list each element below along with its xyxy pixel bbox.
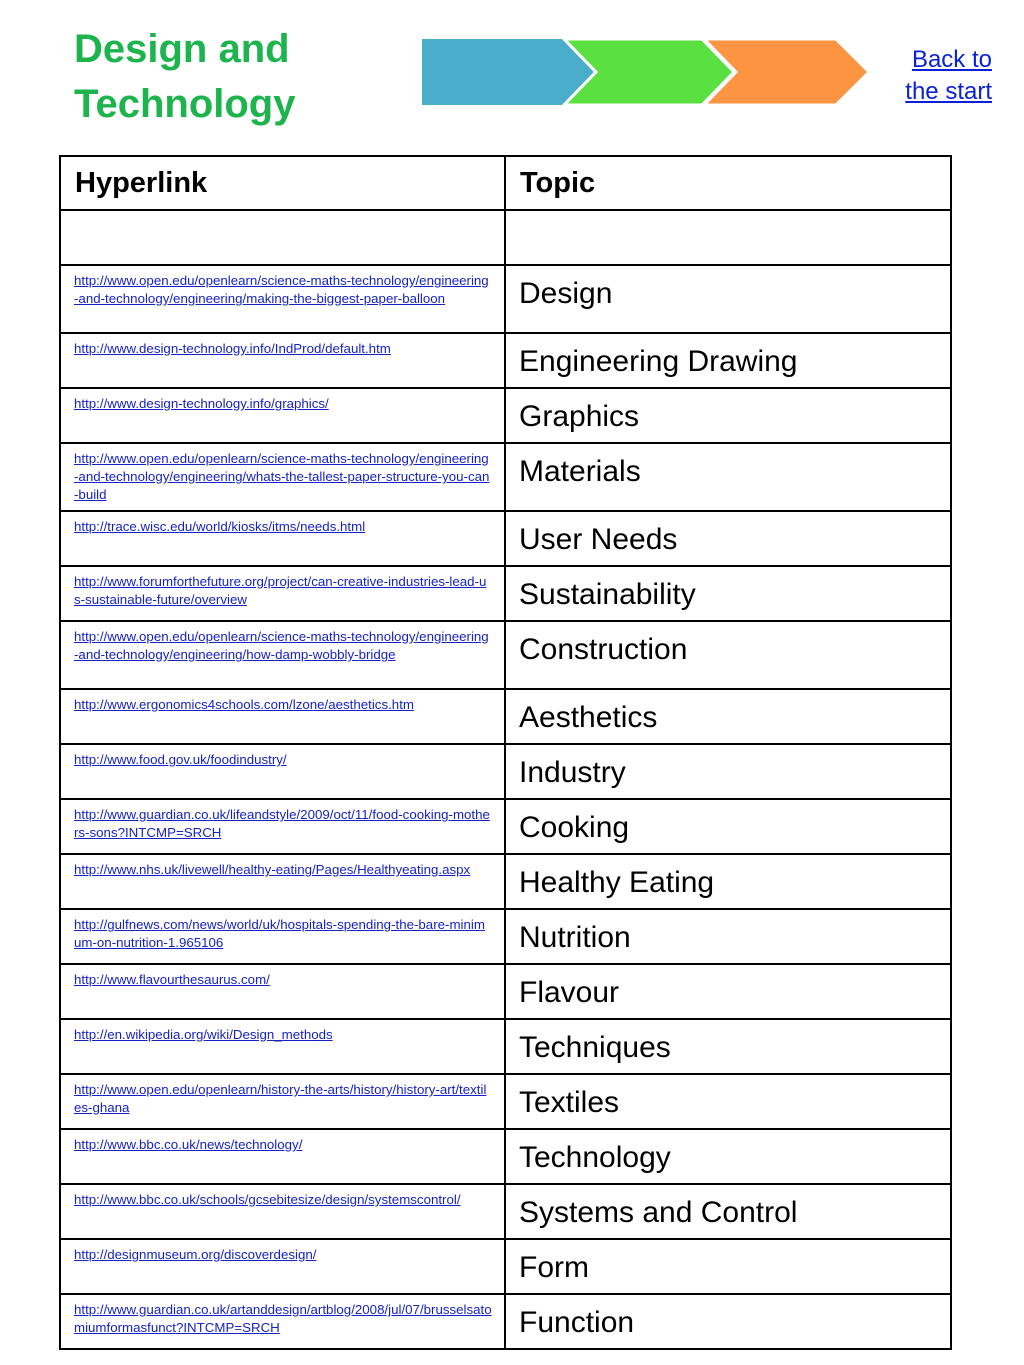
topic-cell: Industry [505,744,951,799]
table-row [60,333,951,388]
hyperlink[interactable]: http://gulfnews.com/news/world/uk/hospitals-spending-the-bare-minimum-on-nutrition-1.965106 [74,917,485,950]
table-row [60,566,951,621]
hyperlink[interactable]: http://designmuseum.org/discoverdesign/ [74,1247,317,1262]
url-cell [60,333,505,388]
topic-cell: Design [505,265,951,333]
arrow-step-1 [422,39,594,105]
url-cell [60,511,505,566]
topic-cell: Cooking [505,799,951,854]
table-row [60,689,951,744]
table-row [60,1129,951,1184]
url-cell [60,854,505,909]
hyperlink[interactable]: http://www.bbc.co.uk/schools/gcsebitesize/design/systemscontrol/ [74,1192,461,1207]
topic-cell: Techniques [505,1019,951,1074]
hyperlink[interactable]: http://www.ergonomics4schools.com/lzone/aesthetics.htm [74,697,414,712]
hyperlink[interactable]: http://www.guardian.co.uk/lifeandstyle/2009/oct/11/food-cooking-mothers-sons?INTCMP=SRCH [74,807,490,840]
hyperlink[interactable]: http://www.open.edu/openlearn/science-maths-technology/engineering-and-technology/engineering/how-damp-wobbly-bridge [74,629,489,662]
url-cell [60,1184,505,1239]
url-cell [60,964,505,1019]
table-row [60,799,951,854]
hyperlink[interactable]: http://www.design-technology.info/graphics/ [74,396,329,411]
hyperlink[interactable]: http://www.flavourthesaurus.com/ [74,972,270,987]
topic-cell: Healthy Eating [505,854,951,909]
table-row [60,210,951,265]
topic-cell: Construction [505,621,951,689]
url-cell [60,1239,505,1294]
hyperlink[interactable]: http://www.open.edu/openlearn/history-the-arts/history/history-art/textiles-ghana [74,1082,487,1115]
topic-cell: Aesthetics [505,689,951,744]
url-cell [60,621,505,689]
url-cell [60,265,505,333]
table-row [60,511,951,566]
table-row [60,1294,951,1349]
topic-cell: Systems and Control [505,1184,951,1239]
hyperlink[interactable]: http://trace.wisc.edu/world/kiosks/itms/needs.html [74,519,366,534]
url-cell [60,566,505,621]
hyperlink[interactable]: http://www.nhs.uk/livewell/healthy-eating/Pages/Healthyeating.aspx [74,862,471,877]
table-row [60,388,951,443]
hyperlink[interactable]: http://en.wikipedia.org/wiki/Design_methods [74,1027,333,1042]
table-row [60,964,951,1019]
table-row [60,1184,951,1239]
table-row [60,265,951,333]
topic-cell: Sustainability [505,566,951,621]
table-row [60,621,951,689]
header-hyperlink: Hyperlink [60,156,505,210]
links-table [59,155,952,1350]
topic-cell: Nutrition [505,909,951,964]
hyperlink[interactable]: http://www.design-technology.info/IndProd/default.htm [74,341,391,356]
topic-cell: User Needs [505,511,951,566]
url-cell [60,909,505,964]
topic-cell: Function [505,1294,951,1349]
topic-cell: Textiles [505,1074,951,1129]
topic-cell: Technology [505,1129,951,1184]
page-title: Design and Technology [74,27,296,126]
table-row [60,1019,951,1074]
topic-cell: Graphics [505,388,951,443]
topic-cell [505,210,951,265]
topic-cell: Flavour [505,964,951,1019]
url-cell [60,799,505,854]
hyperlink[interactable]: http://www.open.edu/openlearn/science-maths-technology/engineering-and-technology/engineering/making-the-biggest-paper-balloon [74,273,489,306]
table-row [60,744,951,799]
hyperlink[interactable]: http://www.forumforthefuture.org/project/can-creative-industries-lead-us-sustainable-future/overview [74,574,487,607]
topic-cell: Materials [505,443,951,511]
topic-cell: Form [505,1239,951,1294]
url-cell [60,210,505,265]
hyperlink[interactable]: http://www.food.gov.uk/foodindustry/ [74,752,287,767]
table-row [60,909,951,964]
table-row [60,1239,951,1294]
back-to-start-link[interactable]: Back to the start [905,46,992,105]
url-cell [60,1129,505,1184]
url-cell [60,744,505,799]
url-cell [60,443,505,511]
progress-arrows [422,38,872,106]
url-cell [60,689,505,744]
url-cell [60,1294,505,1349]
url-cell [60,1074,505,1129]
table-row [60,443,951,511]
table-row [60,854,951,909]
table-header-row [60,156,951,210]
hyperlink[interactable]: http://www.open.edu/openlearn/science-maths-technology/engineering-and-technology/engineering/whats-the-tallest-paper-structure-you-can-build [74,451,490,502]
url-cell [60,388,505,443]
url-cell [60,1019,505,1074]
table-row [60,1074,951,1129]
hyperlink[interactable]: http://www.guardian.co.uk/artanddesign/artblog/2008/jul/07/brusselsatomiumformasfunct?INTCMP=SRCH [74,1302,492,1335]
hyperlink[interactable]: http://www.bbc.co.uk/news/technology/ [74,1137,303,1152]
header-topic: Topic [505,156,951,210]
topic-cell: Engineering Drawing [505,333,951,388]
